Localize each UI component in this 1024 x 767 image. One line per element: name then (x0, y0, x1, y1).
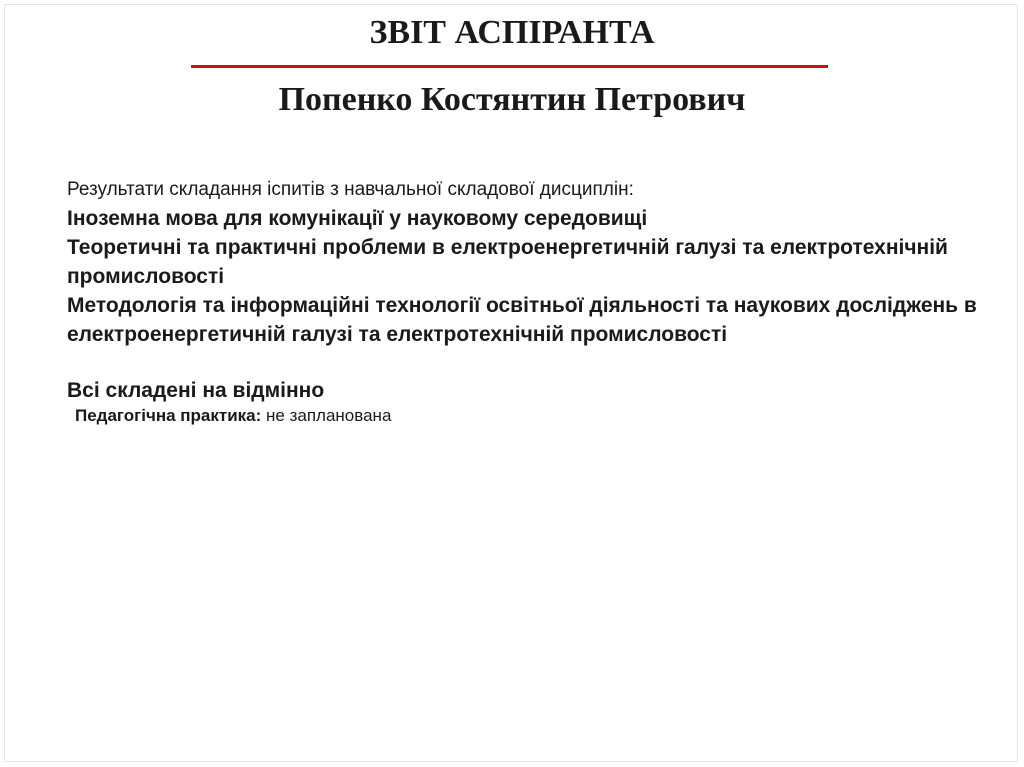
discipline-item-3: Методологія та інформаційні технології освітньої діяльності та наукових досліджень в електроенергетичній галузі та електротехнічній промисловості (67, 294, 977, 346)
student-name: Попенко Костянтин Петрович (278, 81, 746, 118)
teaching-practice-label: Педагогічна практика: (75, 406, 262, 425)
teaching-practice-value: не запланована (261, 406, 392, 425)
spacer (67, 349, 997, 377)
report-content (67, 176, 997, 428)
slide-title: ЗВІТ АСПІРАНТА (369, 14, 655, 51)
teaching-practice (75, 404, 997, 428)
exam-results-intro: Результати складання іспитів з навчальної складової дисциплін: (67, 179, 634, 200)
discipline-item-1: Іноземна мова для комунікації у науковому середовищі (67, 207, 648, 230)
title-underline (191, 65, 828, 68)
discipline-item-2: Теоретичні та практичні проблеми в електроенергетичній галузі та електротехнічній промисловості (67, 236, 948, 288)
exam-result-summary: Всі складені на відмінно (67, 379, 325, 402)
